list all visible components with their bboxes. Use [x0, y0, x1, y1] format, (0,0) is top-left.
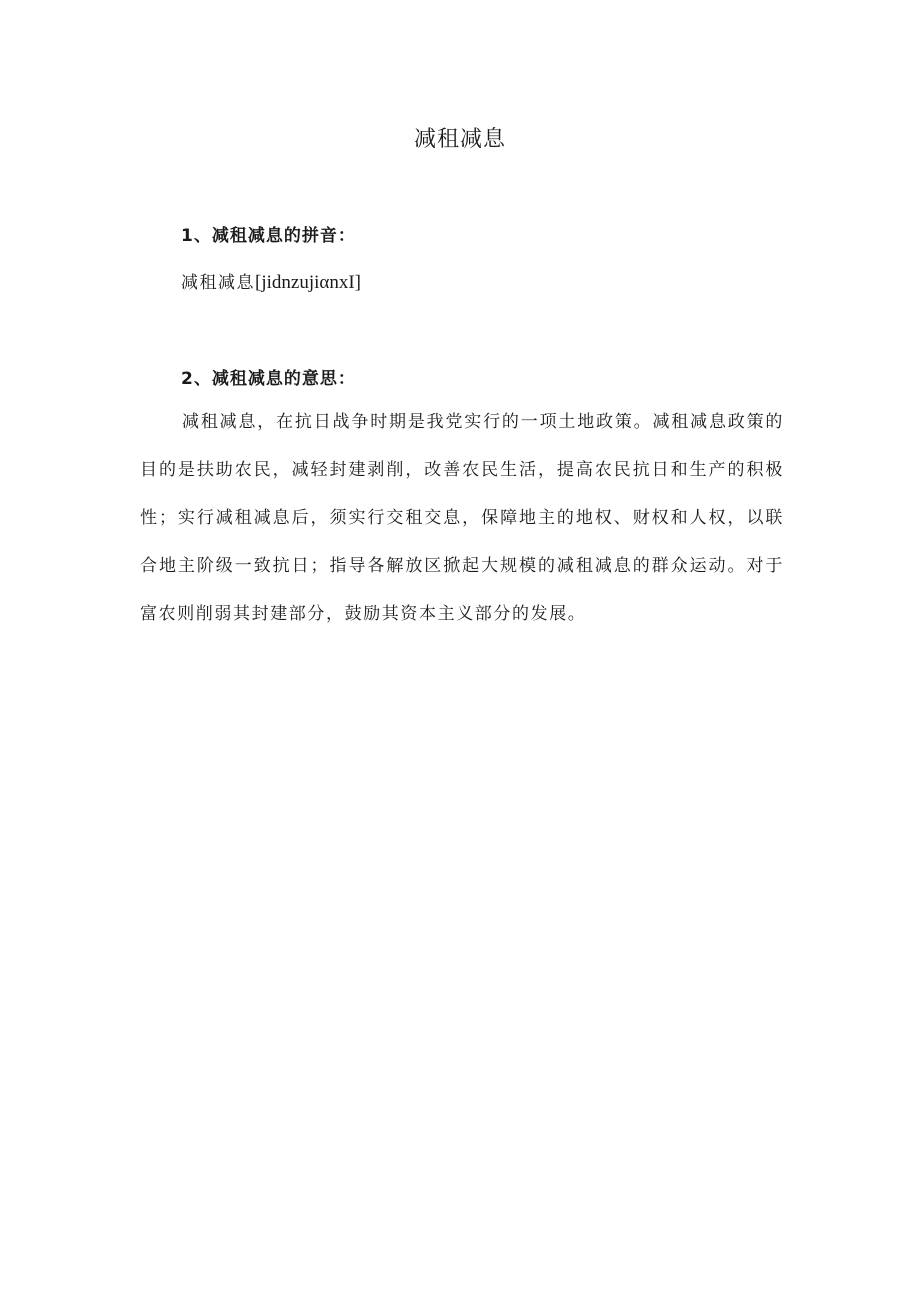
section-heading-meaning: 2、减租减息的意思：	[181, 369, 356, 389]
section-heading-pinyin: 1、减租减息的拼音：	[181, 226, 356, 246]
document-title: 减租减息	[413, 127, 506, 152]
pinyin-term: 减租减息	[181, 273, 255, 293]
pinyin-line	[181, 268, 361, 294]
meaning-paragraph: 减租减息，在抗日战争时期是我党实行的一项土地政策。减租减息政策的目的是扶助农民，减轻封建剥削，改善农民生活，提高农民抗日和生产的积极性；实行减租减息后，须实行交租交息，保障地主的地权、财权和人权，以联合地主阶级一致抗日；指导各解放区掀起大规模的减租减息的群众运动。对于富农则削弱其封建部分，鼓励其资本主义部分的发展。	[140, 412, 784, 624]
pinyin-text: [jidnzujiαnxI]	[255, 272, 361, 293]
